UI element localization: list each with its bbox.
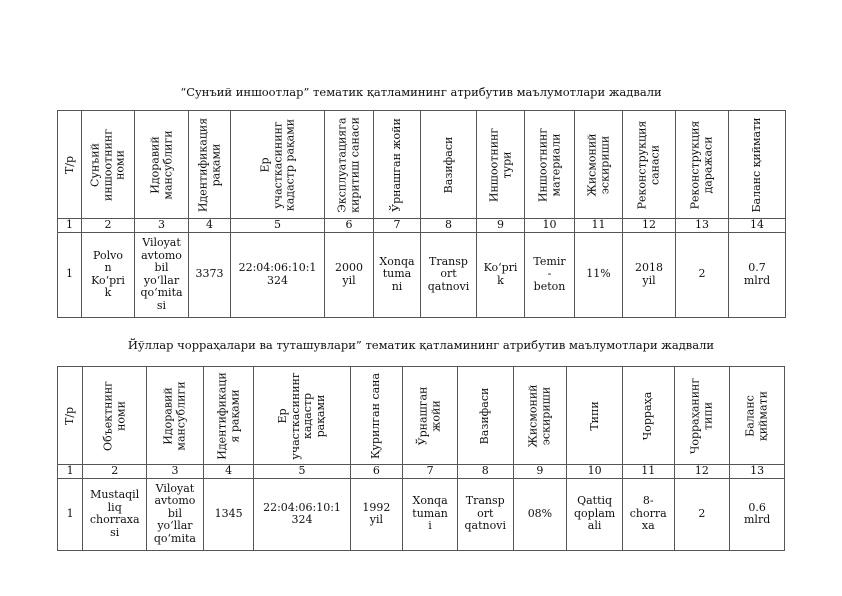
header-label: Чорраҳа: [641, 391, 654, 440]
table-cell: Xonqa tuman i: [403, 478, 458, 550]
table-cell: Qattiq qoplam ali: [567, 478, 623, 550]
column-number: 10: [525, 219, 575, 233]
header-label: Баланс қиймати: [743, 390, 770, 441]
header-cell: [83, 367, 147, 465]
header-label: Жисмоний эскириши: [526, 383, 552, 448]
header-cell: [457, 367, 513, 465]
header-cell: [676, 111, 729, 219]
table-cell: 1: [58, 232, 82, 317]
header-cell: [135, 111, 189, 219]
column-number: 12: [623, 219, 676, 233]
table-cell: 3373: [189, 232, 231, 317]
header-cell: [203, 367, 254, 465]
column-number: 14: [729, 219, 786, 233]
column-number: 10: [567, 465, 623, 479]
header-label: Вазифаси: [441, 136, 455, 193]
header-label: Реконструкция даражаси: [688, 120, 714, 209]
header-label: Ўрнашган жойи: [389, 117, 403, 212]
column-number: 6: [350, 465, 403, 479]
table-cell: 2018 yil: [623, 232, 676, 317]
table-cell: 8- chorra xa: [622, 478, 674, 550]
table-cell: Viloyat avtomo bil yo‘llar qo‘mita si: [135, 232, 189, 317]
header-label: Идентификаци я рақами: [215, 371, 241, 460]
column-number: 12: [674, 465, 730, 479]
header-label: Эксплуатацияга киритиш санаси: [335, 116, 361, 213]
table-cell: 22:04:06:10:1 324: [231, 232, 325, 317]
column-number: 3: [135, 219, 189, 233]
table-cell: 2000 yil: [325, 232, 374, 317]
table-cell: 1992 yil: [350, 478, 403, 550]
table-cell: Polvo n Ko‘pri k: [82, 232, 135, 317]
header-cell: [231, 111, 325, 219]
header-label: Идентификация рақами: [196, 117, 222, 212]
column-number: 1: [58, 465, 83, 479]
column-number: 9: [513, 465, 567, 479]
header-label: Объектнинг номи: [101, 380, 127, 451]
header-label: Идоравий мансублиги: [148, 129, 174, 200]
header-label: Вазифаси: [478, 387, 491, 444]
header-cell: [525, 111, 575, 219]
table-cell: Temir - beton: [525, 232, 575, 317]
table-cell: 22:04:06:10:1 324: [254, 478, 350, 550]
header-cell: [622, 367, 674, 465]
header-cell: [374, 111, 421, 219]
column-number: 1: [58, 219, 82, 233]
header-label: Чорраҳанинг типи: [688, 377, 714, 454]
table2-caption: Йўллар чорраҳалари ва туташувлари” тематик қатламининг атрибутив маълумотлари жадвали: [127, 338, 715, 352]
header-cell: [575, 111, 623, 219]
column-number: 6: [325, 219, 374, 233]
column-number: 8: [421, 219, 477, 233]
column-number: 3: [147, 465, 204, 479]
column-number: 13: [676, 219, 729, 233]
column-number: 2: [82, 219, 135, 233]
structures-attribute-table: [57, 110, 786, 318]
header-label: Қурилган сана: [369, 372, 383, 459]
header-cell: [325, 111, 374, 219]
column-number: 5: [231, 219, 325, 233]
header-label: Ўрнашган жойи: [416, 386, 443, 445]
intersections-attribute-table: [57, 366, 785, 551]
column-number: 4: [189, 219, 231, 233]
table-cell: 2: [676, 232, 729, 317]
column-number: 2: [83, 465, 147, 479]
header-label: Ер участкасининг кадастр рақами: [276, 371, 327, 460]
column-number: 13: [730, 465, 785, 479]
header-cell: [567, 367, 623, 465]
header-label: Иншоотнинг тури: [487, 127, 513, 202]
header-label: Иншоотнинг материали: [536, 127, 562, 202]
table-cell: Xonqa tuma ni: [374, 232, 421, 317]
table-cell: Ko‘pri k: [477, 232, 525, 317]
header-cell: [189, 111, 231, 219]
header-cell: [82, 111, 135, 219]
header-cell: [403, 367, 458, 465]
table-cell: Mustaqil liq chorraxa si: [83, 478, 147, 550]
column-number: 4: [203, 465, 254, 479]
table-cell: Transp ort qatnovi: [457, 478, 513, 550]
header-label: Идоравий мансублиги: [161, 380, 187, 451]
table-cell: 1345: [203, 478, 254, 550]
header-label: Реконструкция санаси: [635, 120, 661, 209]
header-cell: [513, 367, 567, 465]
header-label: Типи: [587, 400, 601, 431]
column-number: 5: [254, 465, 350, 479]
header-cell: [254, 367, 350, 465]
header-label: Баланс қиймати: [749, 116, 763, 213]
column-number: 7: [403, 465, 458, 479]
header-label: Т/р: [62, 406, 76, 425]
table-cell: 0.7 mlrd: [729, 232, 786, 317]
header-cell: [730, 367, 785, 465]
table-cell: 0.6 mlrd: [730, 478, 785, 550]
header-label: Т/р: [62, 155, 76, 174]
column-number: 8: [457, 465, 513, 479]
header-label: Ер участкасининг кадастр рақами: [257, 118, 296, 211]
table-cell: 08%: [513, 478, 567, 550]
table1-caption: “Сунъий иншоотлар” тематик қатламининг атрибутив маълумотлари жадвали: [180, 85, 662, 99]
header-cell: [58, 111, 82, 219]
header-cell: [421, 111, 477, 219]
header-cell: [729, 111, 786, 219]
table-cell: 1: [58, 478, 83, 550]
header-cell: [477, 111, 525, 219]
header-cell: [147, 367, 204, 465]
column-number: 11: [575, 219, 623, 233]
header-cell: [350, 367, 403, 465]
table-cell: 2: [674, 478, 730, 550]
header-label: Сунъий иншоотнинг номи: [88, 128, 127, 201]
column-number: 11: [622, 465, 674, 479]
header-cell: [58, 367, 83, 465]
table-cell: Viloyat avtomo bil yo‘llar qo‘mita: [147, 478, 204, 550]
column-number: 7: [374, 219, 421, 233]
header-label: Жисмоний эскириши: [585, 132, 611, 197]
header-cell: [674, 367, 730, 465]
header-cell: [623, 111, 676, 219]
table-cell: Transp ort qatnovi: [421, 232, 477, 317]
table-cell: 11%: [575, 232, 623, 317]
column-number: 9: [477, 219, 525, 233]
